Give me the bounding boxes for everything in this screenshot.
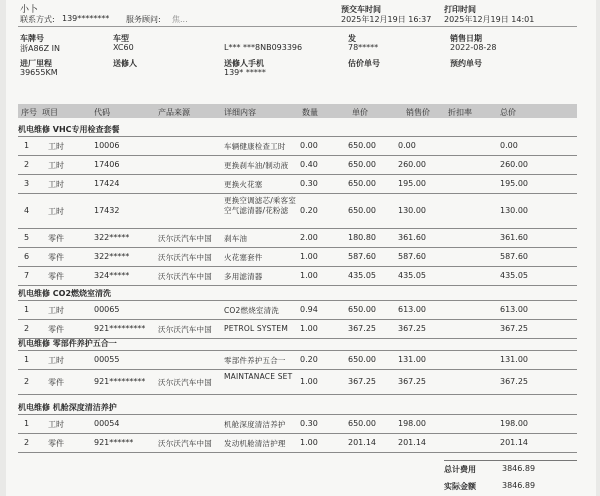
header-divider <box>18 26 577 27</box>
engine-value: 78***** <box>348 43 379 52</box>
cell-detail: 车辆健康检查工时 <box>224 142 286 151</box>
cell-sale: 260.00 <box>398 160 426 169</box>
cell-no: 5 <box>24 233 30 242</box>
cell-detail: 火花塞套件 <box>224 253 263 262</box>
cell-item: 工时 <box>48 142 64 151</box>
cell-detail: CO2燃烧室清洗 <box>224 306 280 315</box>
cell-price: 201.14 <box>348 438 376 447</box>
cell-sale: 0.00 <box>398 141 416 150</box>
table-row <box>18 370 577 394</box>
cell-detail: 刹车油 <box>224 234 248 243</box>
cell-price: 650.00 <box>348 355 376 364</box>
cell-item: 工时 <box>48 207 64 216</box>
cell-detail: 更换空调滤芯/乘客室空气滤清器/花粉滤 <box>224 196 297 215</box>
table-row <box>18 415 577 433</box>
cell-total: 367.25 <box>500 377 528 386</box>
cell-code: 921****** <box>94 438 134 447</box>
cell-item: 零件 <box>48 325 64 334</box>
cell-no: 4 <box>24 206 30 215</box>
advisor-label: 服务顾问: <box>126 15 161 24</box>
cell-detail: 更换火花塞 <box>224 180 263 189</box>
table-row <box>18 194 577 228</box>
total-value: 3846.89 <box>502 464 536 473</box>
plate-value: 浙A86Z IN <box>20 44 61 53</box>
cell-source: 沃尔沃汽车中国 <box>158 325 212 334</box>
cell-code: 322***** <box>94 252 130 261</box>
cell-total: 130.00 <box>500 206 528 215</box>
col-price-header: 单价 <box>352 108 368 117</box>
cell-sale: 131.00 <box>398 355 426 364</box>
cell-item: 零件 <box>48 439 64 448</box>
col-qty-header: 数量 <box>302 108 318 117</box>
cell-no: 2 <box>24 377 30 386</box>
table-row <box>18 320 577 338</box>
cell-code: 17432 <box>94 206 120 215</box>
cell-item: 工时 <box>48 356 64 365</box>
cell-total: 131.00 <box>500 355 528 364</box>
cell-qty: 2.00 <box>300 233 318 242</box>
cell-no: 3 <box>24 179 30 188</box>
cell-total: 613.00 <box>500 305 528 314</box>
section-end-divider <box>18 394 577 395</box>
table-row <box>18 351 577 369</box>
cell-total: 587.60 <box>500 252 528 261</box>
cell-item: 工时 <box>48 420 64 429</box>
cell-source: 沃尔沃汽车中国 <box>158 234 212 243</box>
cell-total: 435.05 <box>500 271 528 280</box>
section-title: 机电维修 VHC专用检查套餐 <box>18 125 120 134</box>
totals-divider <box>444 460 577 461</box>
col-item-header: 项目 <box>42 108 58 117</box>
cell-qty: 0.30 <box>300 179 318 188</box>
cell-total: 195.00 <box>500 179 528 188</box>
mileage-label: 进厂里程 <box>20 59 52 68</box>
table-row <box>18 156 577 174</box>
cell-detail: MAINTANACE SET <box>224 372 293 381</box>
cell-code: 17406 <box>94 160 120 169</box>
cell-item: 零件 <box>48 378 64 387</box>
section-end-divider <box>18 452 577 453</box>
cell-detail: PETROL SYSTEM <box>224 324 289 333</box>
cell-price: 650.00 <box>348 141 376 150</box>
plate-label: 车牌号 <box>20 34 44 43</box>
cell-item: 工时 <box>48 180 64 189</box>
mileage-value: 39655KM <box>20 68 58 77</box>
cell-price: 587.60 <box>348 252 376 261</box>
section-title: 机电维修 零部件养护五合一 <box>18 339 117 348</box>
cell-detail: 更换刹车油/制动液 <box>224 161 289 170</box>
table-row <box>18 137 577 155</box>
sale-date-label: 销售日期 <box>450 34 482 43</box>
cell-total: 201.14 <box>500 438 528 447</box>
cell-sale: 613.00 <box>398 305 426 314</box>
table-row <box>18 434 577 452</box>
cell-source: 沃尔沃汽车中国 <box>158 439 212 448</box>
table-row <box>18 229 577 247</box>
estimate-label: 估价单号 <box>348 59 380 68</box>
vin-value: L*** ***8NB093396 <box>224 43 303 52</box>
cell-code: 17424 <box>94 179 120 188</box>
col-sale-header: 销售价 <box>406 108 430 117</box>
cell-total: 198.00 <box>500 419 528 428</box>
section-title: 机电维修 机舱深度清洁养护 <box>18 403 117 412</box>
cell-price: 650.00 <box>348 419 376 428</box>
cell-no: 1 <box>24 141 30 150</box>
cell-total: 367.25 <box>500 324 528 333</box>
table-row <box>18 267 577 285</box>
cell-no: 7 <box>24 271 30 280</box>
cell-no: 2 <box>24 438 30 447</box>
cell-qty: 0.40 <box>300 160 318 169</box>
col-total-header: 总价 <box>500 108 516 117</box>
cell-sale: 435.05 <box>398 271 426 280</box>
cell-item: 零件 <box>48 253 64 262</box>
cell-no: 1 <box>24 305 30 314</box>
cell-no: 2 <box>24 324 30 333</box>
engine-label: 发 <box>348 34 356 43</box>
cell-price: 367.25 <box>348 377 376 386</box>
contact-value: 139******** <box>62 14 110 23</box>
cell-detail: 多用滤清器 <box>224 272 263 281</box>
cell-sale: 367.25 <box>398 377 426 386</box>
cell-qty: 1.00 <box>300 377 318 386</box>
cell-qty: 1.00 <box>300 438 318 447</box>
cell-price: 650.00 <box>348 305 376 314</box>
cell-item: 零件 <box>48 234 64 243</box>
section-end-divider <box>18 285 577 286</box>
cell-price: 367.25 <box>348 324 376 333</box>
sender-label: 送修人 <box>113 59 137 68</box>
cell-sale: 195.00 <box>398 179 426 188</box>
cell-qty: 1.00 <box>300 324 318 333</box>
cell-code: 324***** <box>94 271 130 280</box>
cell-qty: 0.20 <box>300 206 318 215</box>
table-row <box>18 301 577 319</box>
cell-qty: 0.20 <box>300 355 318 364</box>
section-title: 机电维修 CO2燃烧室清洗 <box>18 289 112 298</box>
cell-source: 沃尔沃汽车中国 <box>158 253 212 262</box>
table-header <box>18 104 577 118</box>
col-source-header: 产品来源 <box>158 108 190 117</box>
cell-no: 6 <box>24 252 30 261</box>
cell-code: 00065 <box>94 305 120 314</box>
pre-delivery-label: 预交车时间 <box>341 5 381 14</box>
contact-label: 联系方式: <box>20 15 55 24</box>
print-time-value: 2025年12月19日 14:01 <box>444 15 535 24</box>
cell-sale: 361.60 <box>398 233 426 242</box>
col-code-header: 代码 <box>94 108 110 117</box>
model-value: XC60 <box>113 43 134 52</box>
cell-detail: 机舱深度清洁养护 <box>224 420 286 429</box>
print-time-label: 打印时间 <box>444 5 476 14</box>
cell-code: 10006 <box>94 141 120 150</box>
sender-phone-label: 送修人手机 <box>224 59 264 68</box>
paid-value: 3846.89 <box>502 481 536 490</box>
cell-no: 2 <box>24 160 30 169</box>
cell-sale: 201.14 <box>398 438 426 447</box>
cell-detail: 零部件养护五合一 <box>224 356 286 365</box>
sale-date-value: 2022-08-28 <box>450 43 497 52</box>
col-detail-header: 详细内容 <box>224 108 256 117</box>
cell-sale: 130.00 <box>398 206 426 215</box>
cell-price: 650.00 <box>348 206 376 215</box>
cell-total: 260.00 <box>500 160 528 169</box>
cell-price: 650.00 <box>348 179 376 188</box>
cell-qty: 1.00 <box>300 252 318 261</box>
cell-code: 921********* <box>94 377 146 386</box>
paid-label: 实际金额 <box>444 482 476 491</box>
cell-sale: 198.00 <box>398 419 426 428</box>
cell-sale: 367.25 <box>398 324 426 333</box>
cell-price: 180.80 <box>348 233 376 242</box>
cell-price: 435.05 <box>348 271 376 280</box>
cell-no: 1 <box>24 419 30 428</box>
cell-code: 00054 <box>94 419 120 428</box>
cell-detail: 发动机舱清洁护理 <box>224 439 286 448</box>
cell-source: 沃尔沃汽车中国 <box>158 378 212 387</box>
total-label: 总计费用 <box>444 465 476 474</box>
reservation-label: 预约单号 <box>450 59 482 68</box>
pre-delivery-value: 2025年12月19日 16:37 <box>341 15 432 24</box>
cell-code: 921********* <box>94 324 146 333</box>
cell-price: 650.00 <box>348 160 376 169</box>
cell-code: 322***** <box>94 233 130 242</box>
shop-name: 小卜 <box>20 5 39 15</box>
sender-phone-value: 139* ***** <box>224 68 266 77</box>
cell-item: 零件 <box>48 272 64 281</box>
col-discount-header: 折扣率 <box>448 108 472 117</box>
repair-invoice-sheet <box>6 0 596 496</box>
cell-item: 工时 <box>48 306 64 315</box>
cell-source: 沃尔沃汽车中国 <box>158 272 212 281</box>
cell-total: 0.00 <box>500 141 518 150</box>
cell-qty: 0.30 <box>300 419 318 428</box>
cell-qty: 1.00 <box>300 271 318 280</box>
advisor-value: 焦... <box>172 15 188 24</box>
col-no-header: 序号 <box>21 108 37 117</box>
cell-qty: 0.00 <box>300 141 318 150</box>
table-row <box>18 248 577 266</box>
cell-item: 工时 <box>48 161 64 170</box>
cell-no: 1 <box>24 355 30 364</box>
model-label: 车型 <box>113 34 129 43</box>
table-row <box>18 175 577 193</box>
cell-code: 00055 <box>94 355 120 364</box>
cell-sale: 587.60 <box>398 252 426 261</box>
cell-qty: 0.94 <box>300 305 318 314</box>
cell-total: 361.60 <box>500 233 528 242</box>
